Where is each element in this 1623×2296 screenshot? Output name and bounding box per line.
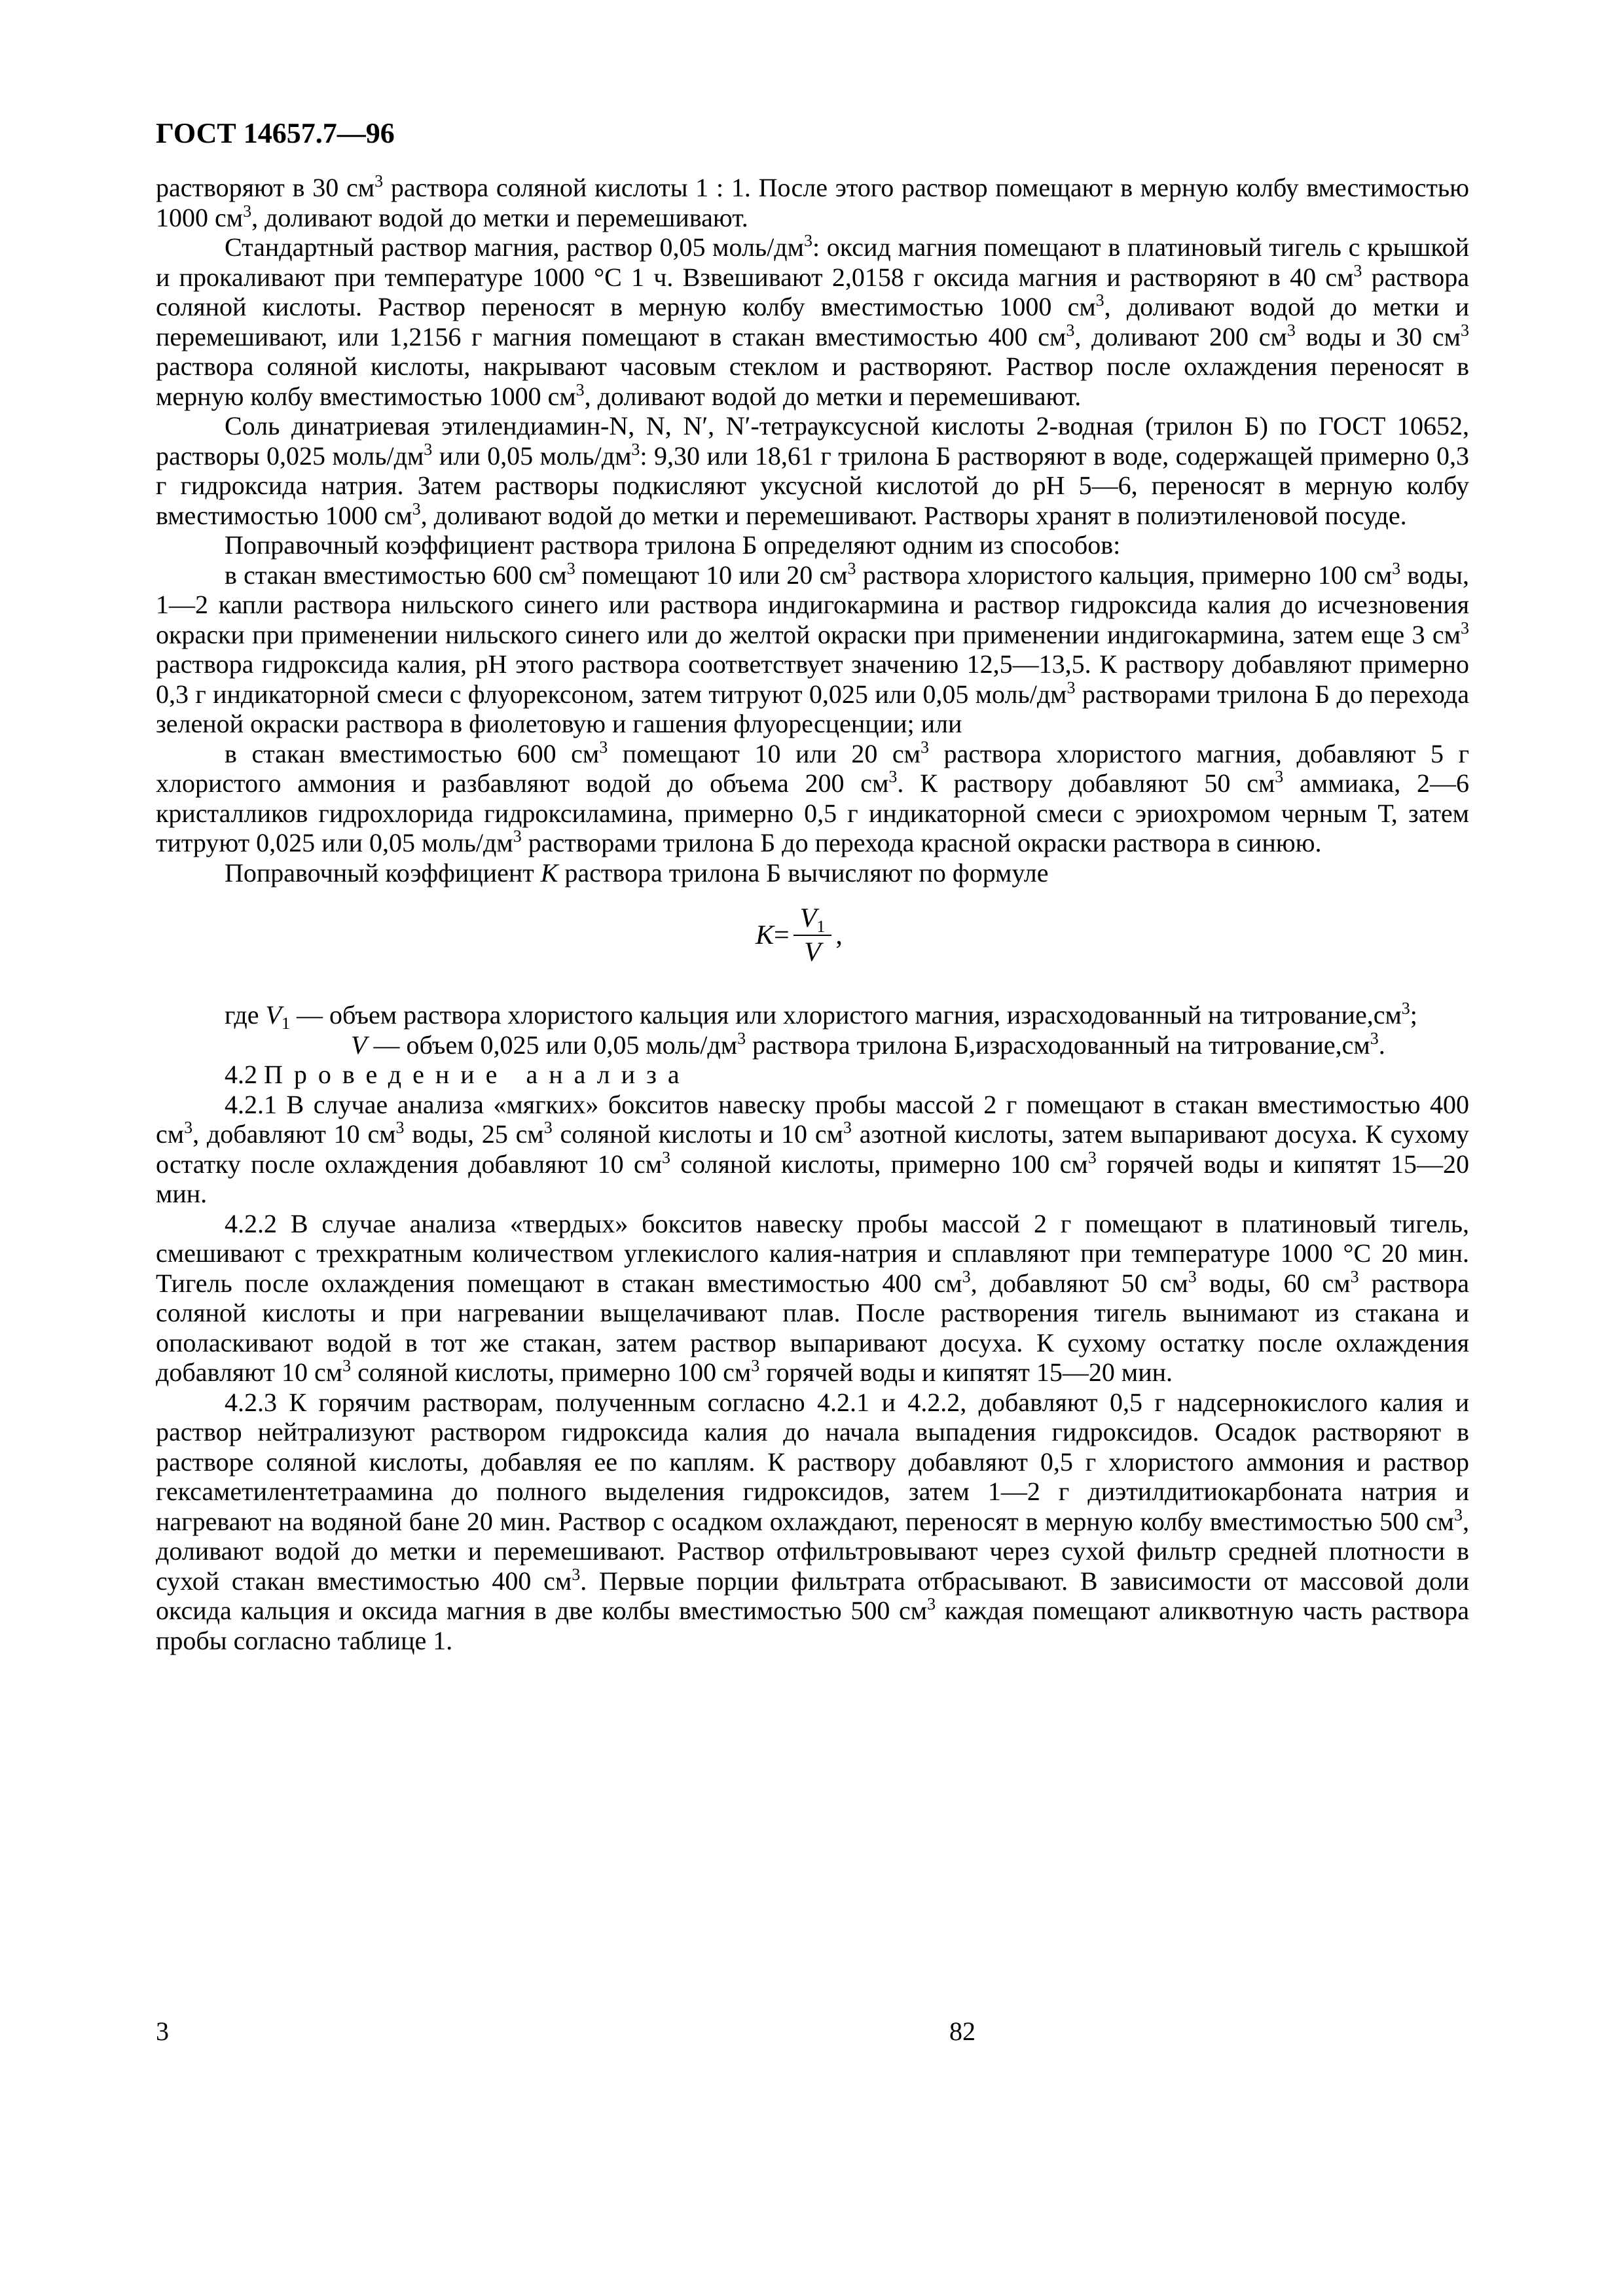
superscript-unit: 3 [1353,260,1362,280]
superscript-unit: 3 [847,558,856,578]
paragraph-formula-intro: Поправочный коэффициент K раствора трилона Б вычисляют по формуле [225,857,1049,888]
superscript-unit: 3 [599,737,608,757]
text-run: , доливают 200 см [1074,321,1287,351]
text-run: . К раствору добавляют 50 см [897,768,1275,798]
superscript-unit: 3 [566,558,575,578]
text-run: раствора хлористого кальция, примерно 100 см [856,560,1393,590]
text-run: раствора гидроксида калия, рН этого раствора соответствует значению 12,5—13,5. К раствору добавляют примерно 0,3 г индикаторной смеси с флуорексоном, затем титруют 0,025 или 0,05 моль/дм [156,649,1469,709]
superscript-unit: 3 [412,499,421,518]
superscript-unit: 3 [1350,1266,1359,1286]
page-footer [156,2016,1469,2049]
superscript-unit: 3 [543,1118,553,1137]
superscript-unit: 3 [927,1594,936,1613]
text-run: в стакан вместимостью 600 см [225,560,567,590]
text-run: Стандартный раствор магния, раствор 0,05 моль/дм [225,232,804,262]
text-run: соляной кислоты и 10 см [552,1119,843,1149]
superscript-unit: 3 [1188,1266,1197,1286]
superscript-unit: 3 [1454,1505,1463,1524]
formula-block [156,894,1469,979]
legend-v: V — объем 0,025 или 0,05 моль/$дм^3$ раствора трилона Б,израсходованный на $титрование,см^3$. [351,1028,1385,1060]
paragraph-trilon-b [156,411,1469,530]
superscript-unit: 3 [1392,558,1401,578]
superscript-unit: 3 [575,380,585,399]
superscript-unit: 3 [1286,320,1296,340]
text-run: помещают 10 или 20 см [575,560,848,590]
text-run: 4.2.3 К горячим растворам, полученным согласно 4.2.1 и 4.2.2, добавляют 0,5 г надсернокислого калия и раствор нейтрализуют раствором гидроксида калия до начала выпадения гидроксидов. Осадок растворяют в растворе соляной кислоты, добавляя ее по каплям. К раствору добавляют 0,5 г хлористого аммония и раствор гексаметилентетраамина до полного выделения гидроксидов, затем 1—2 г диэтилдитиокарбоната натрия и нагревают на водяной бане 20 мин. Раствор с осадком охлаждают, переносят в мерную колбу вместимостью 500 см [156,1387,1469,1536]
document-header: ГОСТ 14657.7—96 [156,117,395,149]
text-run: или 0,05 моль/дм [432,440,632,471]
superscript-unit: 3 [342,1356,352,1375]
text-run: воды, 60 см [1196,1268,1351,1298]
text-run: раствора соляной кислоты и при нагревании выщелачивают плав. После растворения тигель вынимают из стакана и ополаскивают водой в тот же стакан, затем раствор выпаривают досуха. К сухому остатку после охлаждения добавляют 10 см [156,1268,1469,1387]
superscript-unit: 3 [843,1118,852,1137]
footer-page-number-center: 82 [949,2017,976,2046]
text-run: раствора соляной кислоты 1 : 1. После этого раствор помещают в мерную колбу вместимостью 1000 см [156,173,1469,232]
footer-page-number-left: 3 [156,2017,169,2046]
paragraph-method-calcium [156,560,1469,739]
text-run: азотной кислоты, затем выпаривают досуха. К сухому остатку после охлаждения добавляют 10 см [156,1119,1470,1179]
superscript-unit: 3 [1067,677,1076,697]
text-run: 4.2.1 В случае анализа «мягких» бокситов навеску пробы массой 2 г помещают в стакан вместимостью 400 см [156,1089,1469,1149]
superscript-unit: 3 [1461,618,1469,637]
superscript-unit: 3 [1095,291,1104,310]
superscript-unit: 3 [243,201,252,221]
text-run: , доливают водой до метки и перемешивают. [584,381,1082,411]
text-run: Поправочный коэффициент раствора трилона Б определяют одним из способов: [225,530,1121,560]
section-heading-4-2: 4.2 Проведение анализа [225,1060,691,1089]
text-run: 4.2.2 В случае анализа «твердых» бокситов навеску пробы массой 2 г помещают в платиновый тигель, смешивают с трехкратным количеством углекислого калия-натрия и сплавляют при температуре 1000 °С 20 мин. Тигель после охлаждения помещают в стакан вместимостью 400 см [156,1208,1469,1298]
text-run: раствора хлористого магния, добавляют 5 г хлористого аммония и разбавляют водой до объема 200 см [156,738,1469,798]
superscript-unit: 3 [631,439,640,459]
text-run: растворами трилона Б до перехода зеленой окраски раствора в фиолетовую и гашения флуоресценции; или [156,679,1469,738]
superscript-unit: 3 [962,1266,971,1286]
text-run: , доливают водой до метки и перемешивают, или 1,2156 г магния помещают в стакан вместимостью 400 см [156,292,1470,351]
text-run: воды и 30 см [1295,321,1461,351]
document-page [156,117,1469,1655]
text-run: раствора соляной кислоты. Раствор переносят в мерную колбу вместимостью 1000 см [156,262,1470,321]
text-run: , доливают водой до метки и перемешивают. Растворы хранят в полиэтиленовой посуде. [420,500,1407,530]
superscript-unit: 3 [1066,320,1075,340]
superscript-unit: 3 [395,1118,405,1137]
text-run: раствора соляной кислоты, накрывают часовым стеклом и растворяют. Раствор после охлаждения переносят в мерную колбу вместимостью 1000 см [156,351,1469,411]
text-run: Соль динатриевая этилендиамин-N, N, N′, N′-тетрауксусной кислоты 2-водная (трилон Б) по ГОСТ 10652, растворы 0,025 моль/дм [156,411,1469,471]
text-run: каждая помещают аликвотную часть раствора пробы согласно таблице 1. [156,1596,1469,1655]
paragraph-4-2-3 [156,1388,1469,1656]
text-run: горячей воды и кипятят 15—20 мин. [156,1149,1470,1208]
superscript-unit: 3 [1275,767,1284,786]
paragraph-4-2-2 [156,1209,1469,1388]
paragraph-method-magnesium [156,739,1469,858]
text-run: помещают 10 или 20 см [608,738,921,768]
formula-k: K= $\frac{V_1}{V}$ , [756,903,843,967]
paragraph-magnesium-standard [156,232,1469,411]
paragraph-correction-methods [156,530,1469,560]
superscript-unit: 3 [424,439,433,459]
superscript-unit: 3 [1460,320,1469,340]
superscript-unit: 3 [888,767,898,786]
superscript-unit: 3 [572,1564,581,1584]
superscript-unit: 3 [374,171,384,190]
superscript-unit: 3 [803,231,812,250]
text-run: : оксид магния помещают в платиновый тигель с крышкой и прокаливают при температуре 1000 °С 1 ч. Взвешивают 2,0158 г оксида магния и растворяют в 40 см [156,232,1470,292]
paragraph-4-2-1 [156,1090,1469,1209]
superscript-unit: 3 [662,1147,671,1167]
text-run: . Первые порции фильтрата отбрасывают. В зависимости от массовой доли оксида кальция и оксида магния в две колбы вместимостью 500 см [156,1566,1469,1625]
text-run: в стакан вместимостью 600 см [225,738,600,768]
text-run: , добавляют 50 см [970,1268,1188,1298]
formula-fraction: $\frac{V_1}{V}$ [793,903,832,967]
text-run: воды, 1—2 капли раствора нильского синего или раствора индигокармина и раствор гидроксида калия до исчезновения окраски при применении нильского синего или до желтой окраски при применении индигокармина, затем еще 3 см [156,560,1469,649]
text-run: растворяют в 30 см [156,173,375,202]
paragraph-1 [156,173,1469,232]
text-run: , доливают водой до метки и перемешивают. Раствор отфильтровывают через сухой фильтр средней плотности в сухой стакан вместимостью 400 см [156,1506,1469,1596]
text-run: аммиака, 2—6 кристалликов гидрохлорида гидроксиламина, примерно 0,5 г индикаторной смеси с эриохромом черным Т, затем титруют 0,025 или 0,05 моль/дм [156,768,1470,857]
text-run: горячей воды и кипятят 15—20 мин. [759,1357,1173,1387]
superscript-unit: 3 [513,827,522,846]
text-run: растворами трилона Б до перехода красной окраски раствора в синюю. [521,828,1322,857]
superscript-unit: 3 [751,1356,760,1375]
text-run: соляной кислоты, примерно 100 см [351,1357,752,1387]
legend-v1: где $V_1$ — объем раствора хлористого кальция или хлористого магния, израсходованный на $титрование,см^3$; [225,999,1417,1033]
text-run: : 9,30 или 18,61 г трилона Б растворяют в воде, содержащей примерно 0,3 г гидроксида натрия. Затем растворы подкисляют уксусной кислотой до рН 5—6, переносят в мерную колбу вместимостью 1000 см [156,440,1470,530]
text-run: , добавляют 10 см [192,1119,396,1149]
text-run: , доливают водой до метки и перемешивают. [251,202,748,232]
superscript-unit: 3 [1087,1147,1097,1167]
superscript-unit: 3 [184,1118,193,1137]
text-run: воды, 25 см [404,1119,544,1149]
text-run: соляной кислоты, примерно 100 см [670,1149,1088,1179]
superscript-unit: 3 [920,737,929,757]
